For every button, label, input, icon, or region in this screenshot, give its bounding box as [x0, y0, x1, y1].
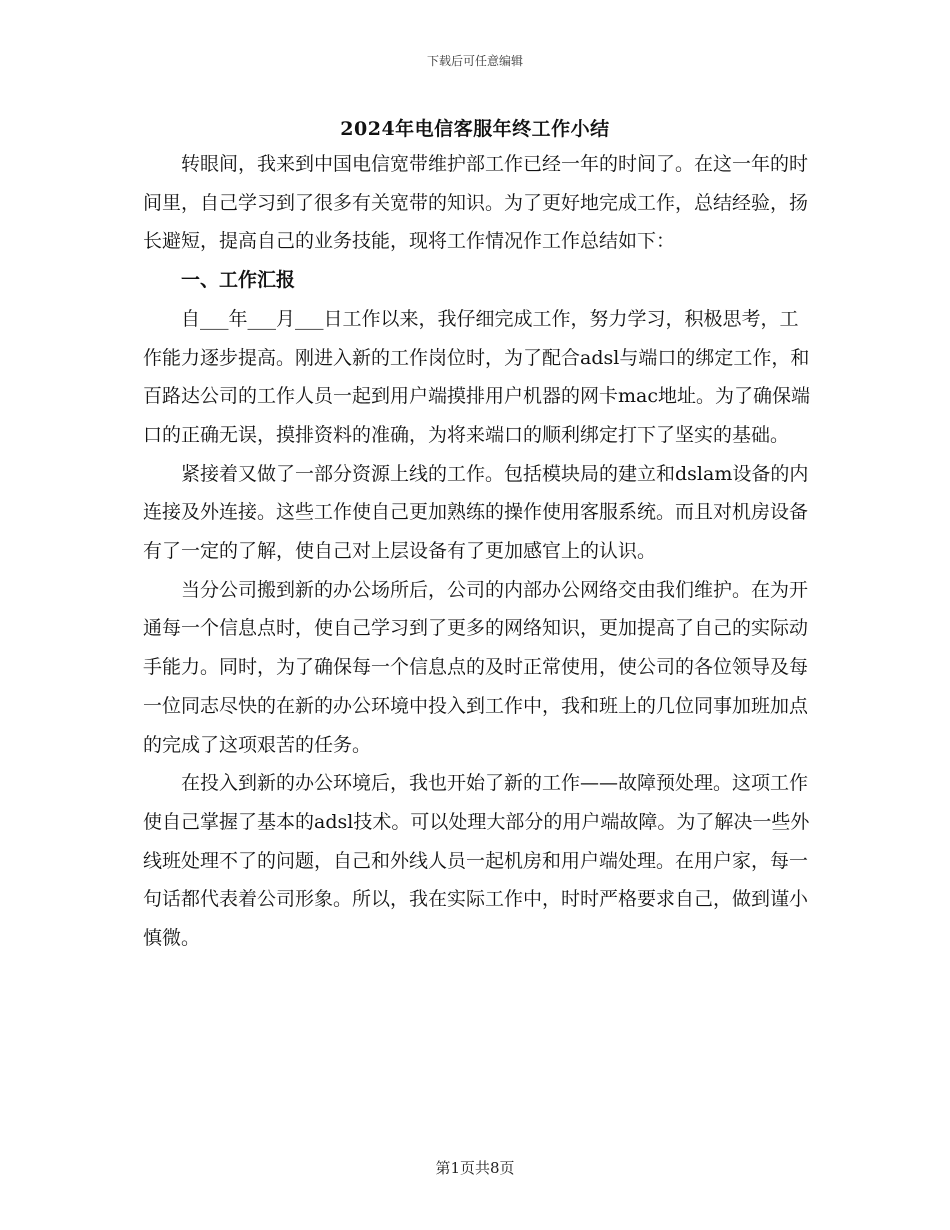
document-body: [143, 145, 811, 958]
document-title: 2024年电信客服年终工作小结: [340, 118, 610, 140]
header-note: 下载后可任意编辑: [426, 54, 523, 68]
paragraph-fault-handling: 在投入到新的办公环境后，我也开始了新的工作——故障预处理。这项工作使自己掌握了基本的adsl技术。可以处理大部分的用户端故障。为了解决一些外线班处理不了的问题，自己和外线人员一起机房和用户端处理。在用户家，每一句话都代表着公司形象。所以，我在实际工作中，时时严格要求自己，做到谨小慎微。: [143, 772, 810, 950]
paragraph-intro: 转眼间，我来到中国电信宽带维护部工作已经一年的时间了。在这一年的时间里，自己学习到了很多有关宽带的知识。为了更好地完成工作，总结经验，扬长避短，提高自己的业务技能，现将工作情况作工作总结如下：: [143, 153, 809, 253]
paragraph-office-network: 当分公司搬到新的办公场所后，公司的内部办公网络交由我们维护。在为开通每一个信息点时，使自己学习到了更多的网络知识，更加提高了自己的实际动手能力。同时，为了确保每一个信息点的及时正常使用，使公司的各位领导及每一位同志尽快的在新的办公环境中投入到工作中，我和班上的几位同事加班加点的完成了这项艰苦的任务。: [143, 578, 809, 756]
paragraph-work-report: 自___年___月___日工作以来，我仔细完成工作，努力学习，积极思考，工作能力逐步提高。刚进入新的工作岗位时，为了配合adsl与端口的绑定工作，和百路达公司的工作人员一起到用户端摸排用户机器的网卡mac地址。为了确保端口的正确无误，摸排资料的准确，为将来端口的顺利绑定打下了坚实的基础。: [143, 307, 810, 446]
paragraph-resources: 紧接着又做了一部分资源上线的工作。包括模块局的建立和dslam设备的内连接及外连接。这些工作使自己更加熟练的操作使用客服系统。而且对机房设备有了一定的了解，使自己对上层设备有了更加感官上的认识。: [143, 462, 809, 563]
page-number: 第1页共8页: [435, 1159, 515, 1177]
section-heading: 一、工作汇报: [181, 269, 296, 292]
